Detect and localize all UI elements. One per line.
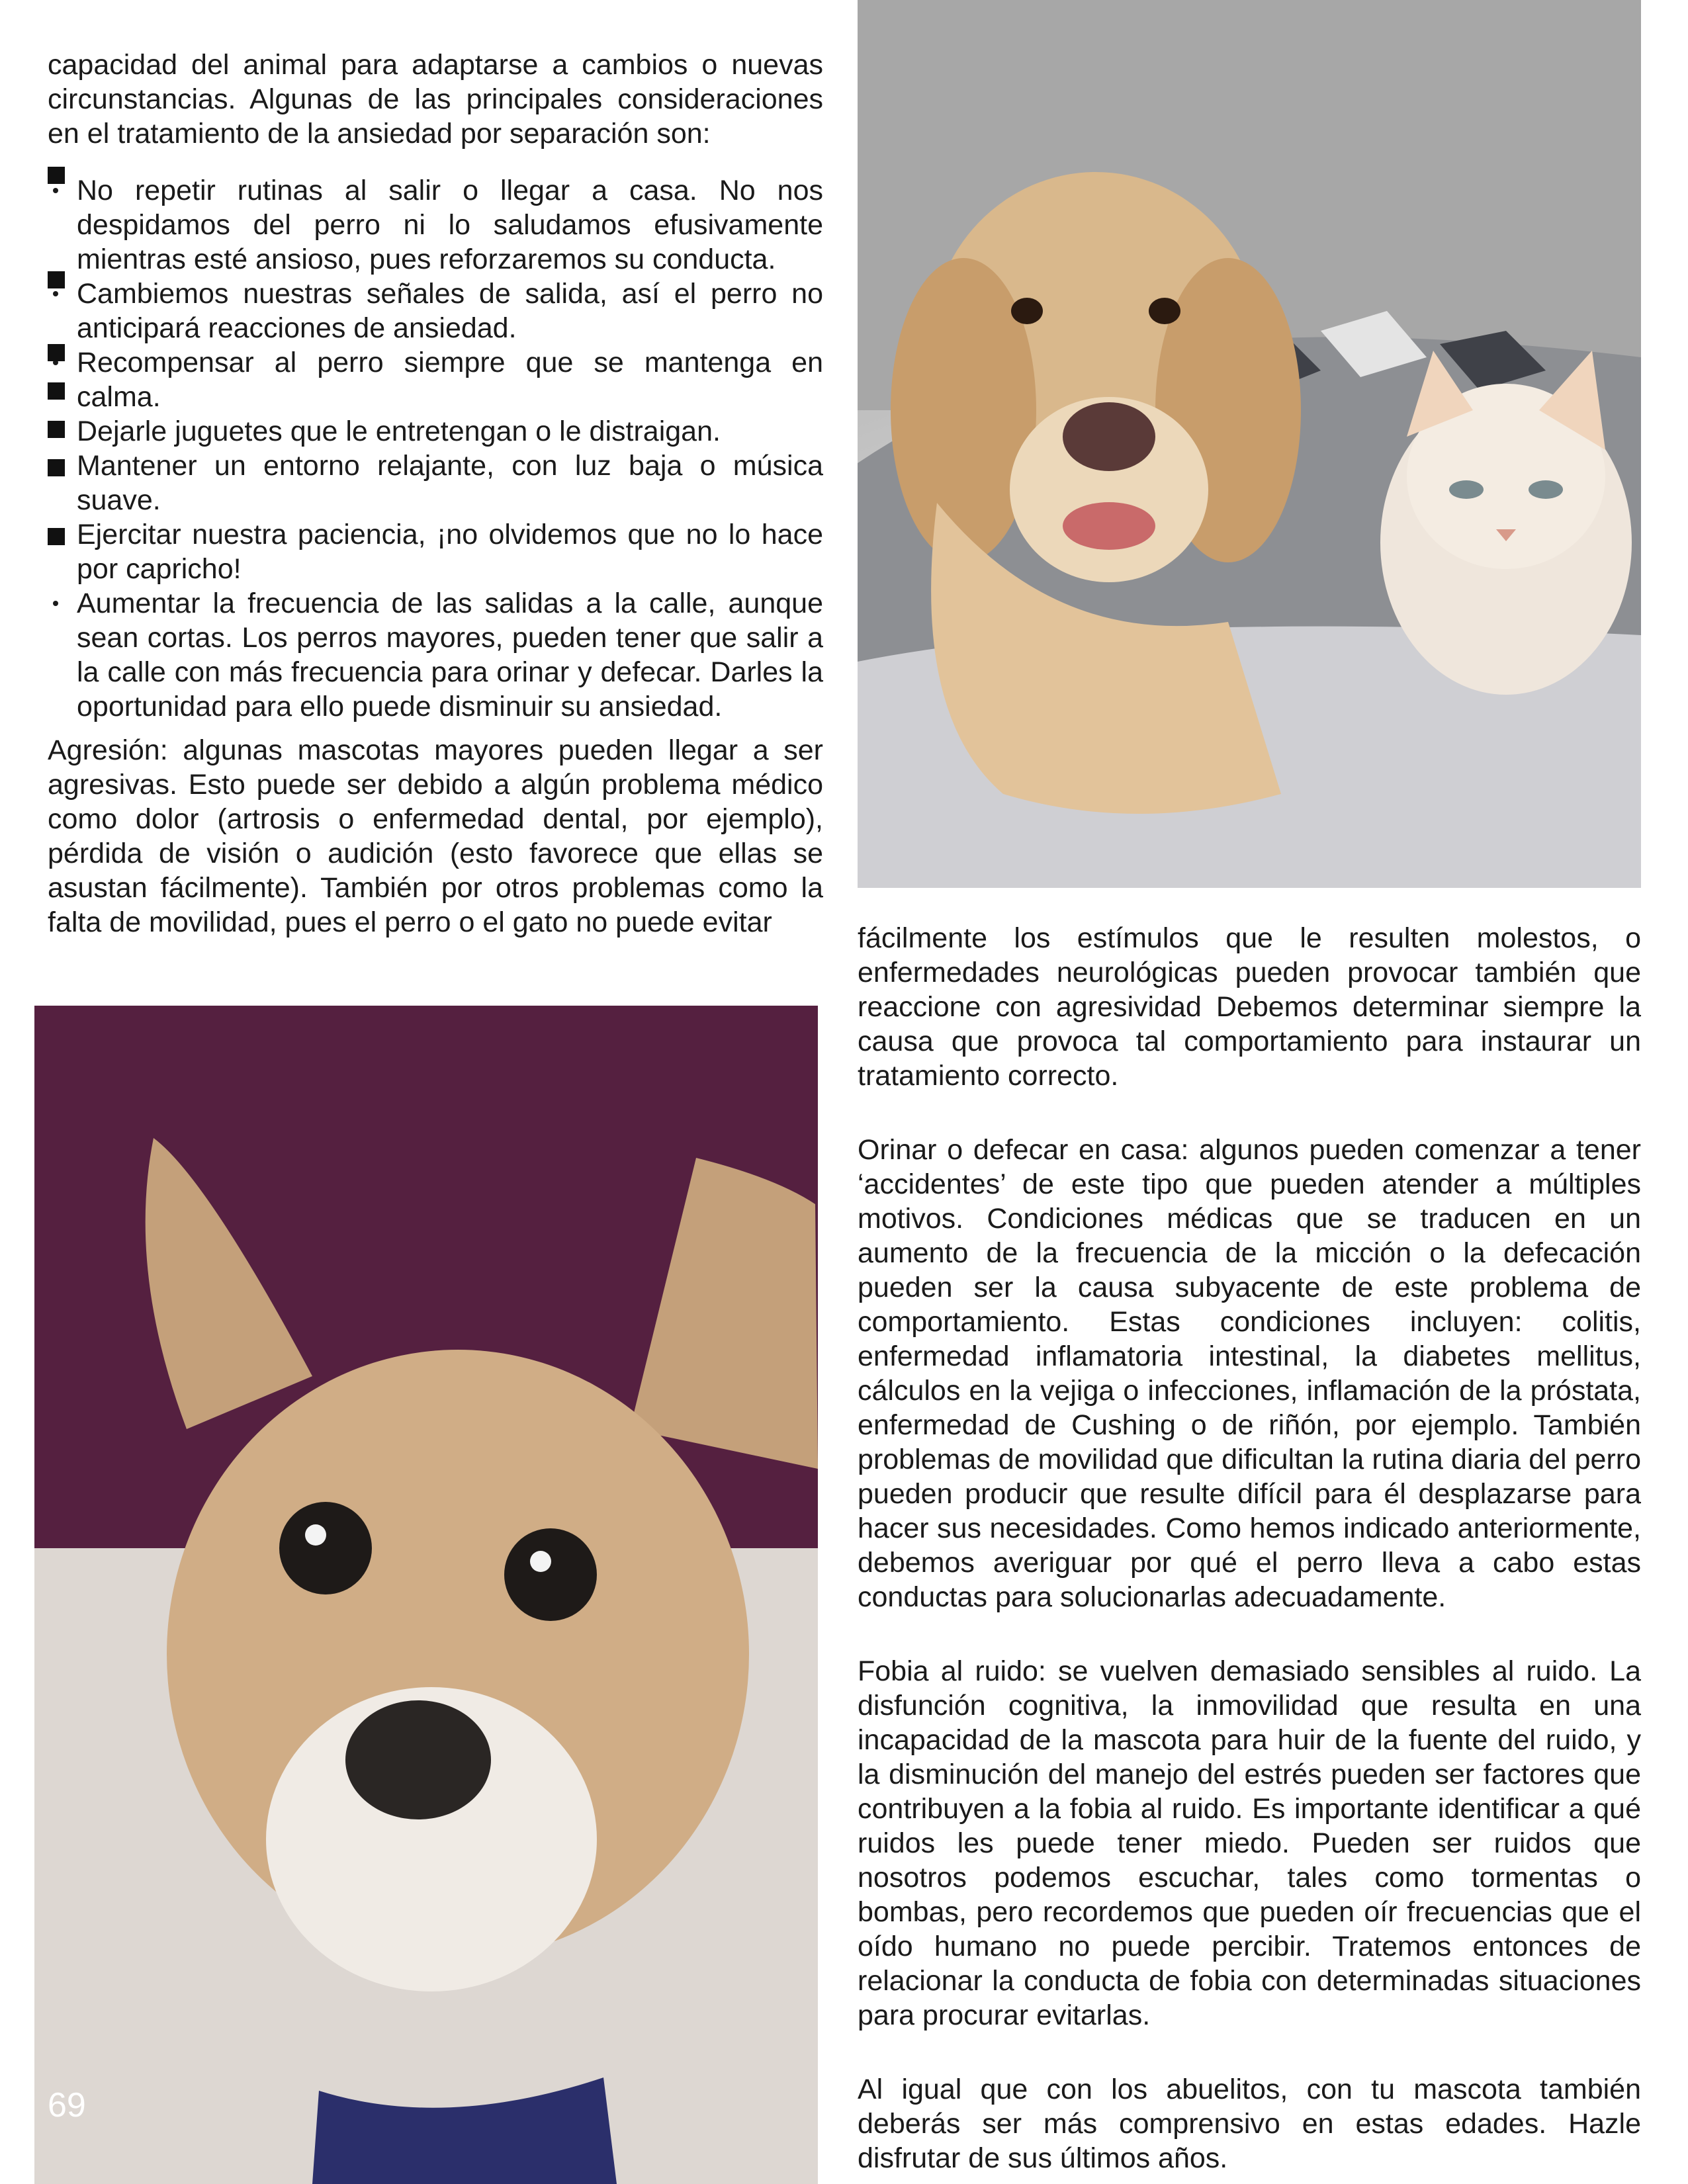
page-number: 69: [48, 2086, 86, 2124]
square-marker: [48, 271, 65, 288]
right-column: [858, 921, 1641, 2175]
dog-and-cat-illustration: [858, 0, 1641, 888]
square-marker: [48, 167, 65, 184]
house-soiling-paragraph: Orinar o defecar en casa: algunos pueden comenzar a tener ‘accidentes’ de este tipo que pueden atender a múltiples motivos. Condiciones médicas que se traducen en un aumento de la frecuencia de la micción o la defecación pueden ser la causa subyacente de este problema de comportamiento. Estas condiciones incluyen: colitis, enfermedad inflamatoria intestinal, la diabetes mellitus, cálculos en la vejiga o infecciones, inflamación de la próstata, enfermedad de Cushing o de riñón, por ejemplo. También problemas de movilidad que dificultan la rutina diaria del perro pueden producir que resulte difícil para él desplazarse para hacer sus necesidades. Como hemos indicado anteriormente, debemos averiguar por qué el perro lleva a cabo estas conductas para solucionarlas adecuadamente.: [858, 1134, 1641, 1613]
list-item: Cambiemos nuestras señales de salida, así el perro no anticipará reacciones de ansiedad.: [48, 277, 823, 345]
square-marker: [48, 421, 65, 438]
noise-phobia-paragraph: Fobia al ruido: se vuelven demasiado sensibles al ruido. La disfunción cognitiva, la inmovilidad que resulta en una incapacidad de la mascota para huir de la fuente del ruido, y la disminución del manejo del estrés pueden ser factores que contribuyen a la fobia al ruido. Es importante identificar a qué ruidos les puede tener miedo. Pueden ser ruidos que nosotros podemos escuchar, tales como tormentas o bombas, pero recordemos que pueden oír frecuencias que el oído humano no puede percibir. Tratemos entonces de relacionar la conducta de fobia con determinadas situaciones para procurar evitarlas.: [858, 1655, 1641, 2031]
list-item: Mantener un entorno relajante, con luz baja o música suave.: [48, 449, 823, 517]
aggression-continued-paragraph: fácilmente los estímulos que le resulten molestos, o enfermedades neurológicas pueden provocar también que reaccione con agresividad Debemos determinar siempre la causa que provoca tal comportamiento para instaurar un tratamiento correcto.: [858, 922, 1641, 1092]
photo-dog-and-cat: [858, 0, 1641, 888]
intro-paragraph: capacidad del animal para adaptarse a cambios o nuevas circunstancias. Algunas de las principales consideraciones en el tratamiento de la ansiedad por separación son:: [48, 49, 823, 150]
list-item: No repetir rutinas al salir o llegar a casa. No nos despidamos del perro ni lo saludamos efusivamente mientras esté ansioso, pues reforzaremos su conducta.: [48, 173, 823, 277]
list-item: Recompensar al perro siempre que se mantenga en calma.: [48, 345, 823, 414]
square-marker: [48, 382, 65, 400]
left-column-aggression: [48, 733, 823, 939]
list-item: Aumentar la frecuencia de las salidas a la calle, aunque sean cortas. Los perros mayores, pueden tener que salir a la calle con más frecuencia para orinar y defecar. Darles la oportunidad para ello puede disminuir su ansiedad.: [48, 586, 823, 724]
square-marker: [48, 344, 65, 361]
anxiety-tips-list: [48, 173, 823, 724]
closing-paragraph: Al igual que con los abuelitos, con tu mascota también deberás ser más comprensivo en estas edades. Hazle disfrutar de sus últimos años.: [858, 2074, 1641, 2174]
aggression-paragraph: Agresión: algunas mascotas mayores pueden llegar a ser agresivas. Esto puede ser debido a algún problema médico como dolor (artrosis o enfermedad dental, por ejemplo), pérdida de visión o audición (esto favorece que ellas se asustan fácilmente). También por otros problemas como la falta de movilidad, pues el perro o el gato no puede evitar: [48, 734, 823, 938]
photo-chihuahua: [34, 1006, 818, 2184]
square-marker: [48, 459, 65, 476]
left-column-top: [48, 48, 823, 724]
square-marker: [48, 528, 65, 545]
chihuahua-illustration: [34, 1006, 818, 2184]
list-item: Ejercitar nuestra paciencia, ¡no olvidemos que no lo hace por capricho!: [48, 517, 823, 586]
list-item: Dejarle juguetes que le entretengan o le distraigan.: [48, 414, 823, 449]
